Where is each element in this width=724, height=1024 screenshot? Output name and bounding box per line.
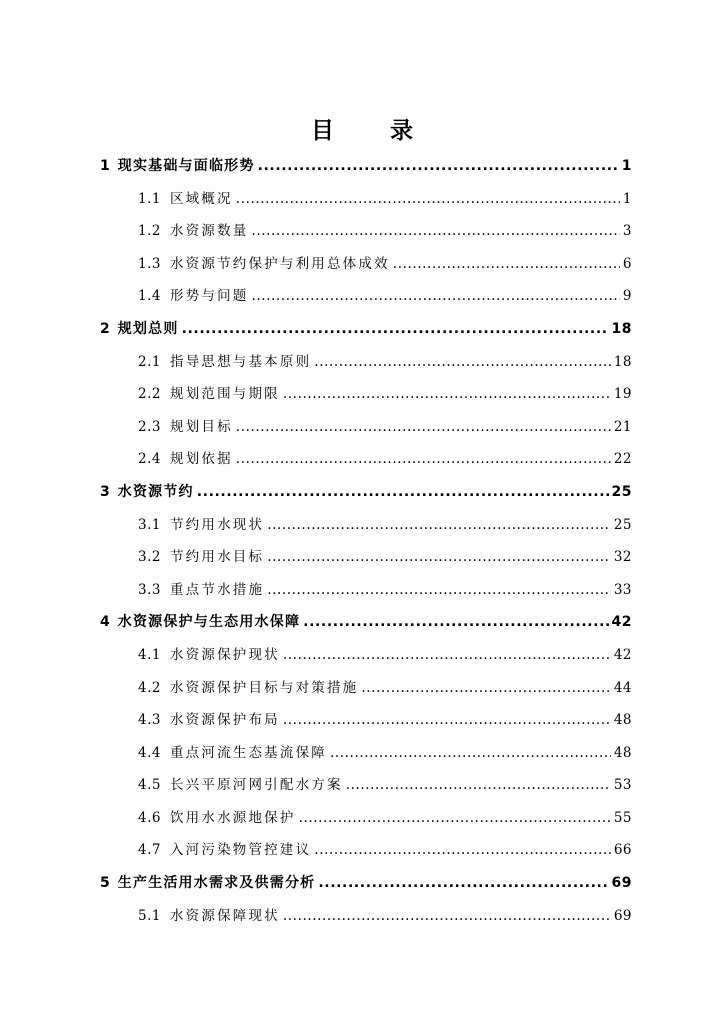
toc-dot-leader <box>330 737 611 770</box>
toc-page-number: 55 <box>613 809 632 826</box>
toc-dot-leader <box>251 215 619 248</box>
toc-entry-number: 4.5 <box>138 777 161 794</box>
toc-entry-number: 4.7 <box>138 842 161 859</box>
toc-page-number: 21 <box>613 418 632 435</box>
toc-page-number: 44 <box>613 679 632 696</box>
toc-entry-number: 3 <box>100 483 110 500</box>
toc-page-number: 69 <box>613 907 632 924</box>
toc-section-entry[interactable] <box>100 215 632 248</box>
toc-dot-leader <box>283 900 611 933</box>
toc-page-number: 9 <box>622 288 632 305</box>
toc-dot-leader <box>267 541 611 574</box>
toc-dot-leader <box>318 867 608 900</box>
toc-entry-title: 水资源数量 <box>169 223 249 240</box>
toc-dot-leader <box>267 509 611 542</box>
toc-page-number: 6 <box>622 255 632 272</box>
toc-entry-title: 水资源保护目标与对策措施 <box>169 679 359 696</box>
toc-entry-title: 水资源保护布局 <box>169 712 280 729</box>
toc-page-number: 1 <box>621 158 632 174</box>
toc-page-number: 42 <box>611 614 632 631</box>
toc-chapter-entry[interactable] <box>100 313 632 346</box>
toc-page-number: 25 <box>611 483 632 500</box>
toc-page-number: 48 <box>613 712 632 729</box>
toc-dot-leader <box>182 313 609 346</box>
toc-entry-title: 规划总则 <box>117 320 179 337</box>
toc-dot-leader <box>314 834 611 867</box>
toc-entry-title: 指导思想与基本原则 <box>169 353 312 370</box>
toc-entry-title: 节约用水目标 <box>169 549 265 566</box>
toc-entry-number: 2.1 <box>138 353 161 370</box>
toc-entry-title: 重点河流生态基流保障 <box>169 744 327 761</box>
toc-page-number: 1 <box>622 190 632 207</box>
toc-dot-leader <box>303 606 608 639</box>
toc-entry-number: 2.3 <box>138 418 161 435</box>
toc-entry-number: 1.1 <box>138 190 161 207</box>
toc-section-entry[interactable] <box>100 541 632 574</box>
toc-dot-leader <box>258 150 619 183</box>
toc-entry-title: 生产生活用水需求及供需分析 <box>117 875 316 892</box>
toc-dot-leader <box>236 183 620 216</box>
toc-section-entry[interactable] <box>100 769 632 802</box>
toc-section-entry[interactable] <box>100 574 632 607</box>
toc-entry-title: 饮用水水源地保护 <box>169 809 296 826</box>
toc-entry-number: 4.1 <box>138 646 161 663</box>
toc-entry-number: 4.6 <box>138 809 161 826</box>
toc-page-number: 3 <box>622 223 632 240</box>
toc-page-number: 48 <box>613 744 632 761</box>
toc-section-entry[interactable] <box>100 834 632 867</box>
toc-dot-leader <box>236 443 611 476</box>
toc-entry-title: 水资源保护与生态用水保障 <box>117 614 301 631</box>
toc-entry-title: 规划依据 <box>169 451 233 468</box>
toc-entry-number: 4.3 <box>138 712 161 729</box>
toc-entry-number: 5.1 <box>138 907 161 924</box>
toc-section-entry[interactable] <box>100 672 632 705</box>
toc-entry-number: 1 <box>100 158 110 174</box>
toc-entry-number: 4 <box>100 614 110 631</box>
toc-section-entry[interactable] <box>100 443 632 476</box>
toc-dot-leader <box>283 378 611 411</box>
toc-section-entry[interactable] <box>100 737 632 770</box>
toc-entry-title: 节约用水现状 <box>169 516 265 533</box>
toc-chapter-entry[interactable] <box>100 867 632 900</box>
toc-page-number: 69 <box>611 875 632 892</box>
toc-page-number: 42 <box>613 646 632 663</box>
toc-entry-number: 2.4 <box>138 451 161 468</box>
toc-section-entry[interactable] <box>100 704 632 737</box>
toc-chapter-entry[interactable] <box>100 476 632 509</box>
toc-page-number: 18 <box>611 320 632 337</box>
toc-dot-leader <box>361 672 610 705</box>
toc-section-entry[interactable] <box>100 378 632 411</box>
toc-chapter-entry[interactable] <box>100 606 632 639</box>
toc-dot-leader <box>314 346 611 379</box>
toc-page-number: 19 <box>613 386 632 403</box>
toc-section-entry[interactable] <box>100 248 632 281</box>
toc-section-entry[interactable] <box>100 900 632 933</box>
toc-list <box>100 150 632 932</box>
toc-section-entry[interactable] <box>100 183 632 216</box>
toc-page-number: 32 <box>613 549 632 566</box>
toc-entry-number: 4.4 <box>138 744 161 761</box>
toc-entry-number: 3.1 <box>138 516 161 533</box>
toc-dot-leader <box>393 248 620 281</box>
toc-title: 目 录 <box>310 118 437 144</box>
toc-entry-title: 入河污染物管控建议 <box>169 842 312 859</box>
toc-section-entry[interactable] <box>100 346 632 379</box>
toc-entry-title: 水资源节约 <box>117 483 194 500</box>
toc-section-entry[interactable] <box>100 280 632 313</box>
toc-section-entry[interactable] <box>100 509 632 542</box>
toc-page-number: 66 <box>613 842 632 859</box>
toc-entry-title: 水资源保障现状 <box>169 907 280 924</box>
toc-dot-leader <box>299 802 611 835</box>
toc-dot-leader <box>267 574 611 607</box>
toc-entry-title: 水资源保护现状 <box>169 646 280 663</box>
toc-section-entry[interactable] <box>100 411 632 444</box>
toc-entry-title: 长兴平原河网引配水方案 <box>169 777 343 794</box>
toc-entry-title: 水资源节约保护与利用总体成效 <box>169 255 390 272</box>
toc-chapter-entry[interactable] <box>100 150 632 183</box>
toc-section-entry[interactable] <box>100 802 632 835</box>
toc-entry-number: 5 <box>100 875 110 892</box>
toc-entry-number: 2.2 <box>138 386 161 403</box>
toc-entry-number: 4.2 <box>138 679 161 696</box>
toc-entry-number: 3.2 <box>138 549 161 566</box>
toc-page-number: 33 <box>613 581 632 598</box>
toc-dot-leader <box>283 704 611 737</box>
toc-dot-leader <box>251 280 619 313</box>
toc-section-entry[interactable] <box>100 639 632 672</box>
toc-page-number: 25 <box>613 516 632 533</box>
toc-page-number: 22 <box>613 451 632 468</box>
toc-entry-title: 形势与问题 <box>169 288 249 305</box>
toc-entry-number: 3.3 <box>138 581 161 598</box>
toc-page-number: 53 <box>613 777 632 794</box>
toc-entry-title: 现实基础与面临形势 <box>117 158 255 174</box>
toc-entry-title: 规划范围与期限 <box>169 386 280 403</box>
toc-entry-title: 规划目标 <box>169 418 233 435</box>
toc-page-number: 18 <box>613 353 632 370</box>
toc-entry-number: 1.3 <box>138 255 161 272</box>
toc-dot-leader <box>236 411 611 444</box>
toc-entry-number: 2 <box>100 320 110 337</box>
toc-entry-number: 1.2 <box>138 223 161 240</box>
toc-entry-title: 区域概况 <box>169 190 233 207</box>
toc-entry-number: 1.4 <box>138 288 161 305</box>
toc-dot-leader <box>283 639 611 672</box>
toc-dot-leader <box>197 476 609 509</box>
toc-entry-title: 重点节水措施 <box>169 581 265 598</box>
toc-dot-leader <box>346 769 611 802</box>
